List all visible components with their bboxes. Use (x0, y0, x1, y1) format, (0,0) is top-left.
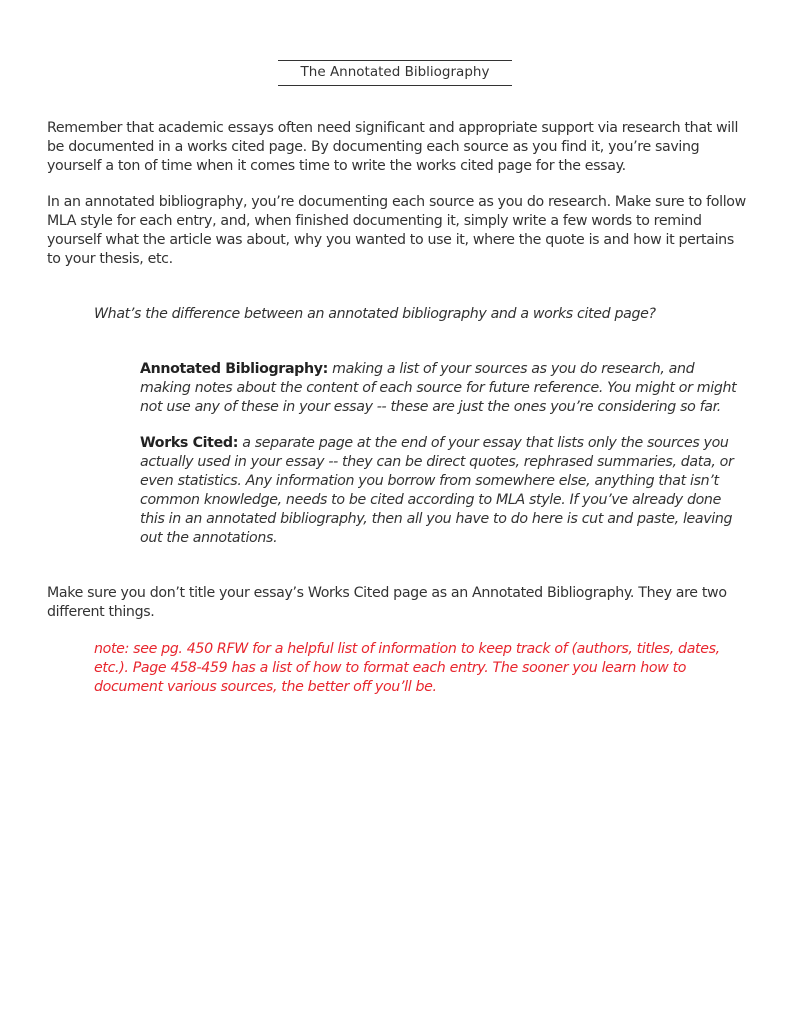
red-note: note: see pg. 450 RFW for a helpful list of information to keep track of (authors, titles, dates, etc.). Page 458-459 has a list of how to format each entry. The sooner you learn how to document various sources, the better off you’ll be. (94, 641, 720, 695)
page-title-text: The Annotated Bibliography (300, 64, 490, 80)
intro-paragraph: Remember that academic essays often need significant and appropriate support via research that will be documented in a works cited page. By documenting each source as you find it, you’re saving yourself a ton of time when it comes time to write the works cited page for the essay. (47, 120, 739, 174)
question-heading: What’s the difference between an annotated bibliography and a works cited page? (94, 306, 656, 322)
definition-annotated-bibliography (140, 360, 748, 417)
definition-works-cited (140, 434, 748, 548)
page-title (278, 60, 512, 86)
definition-text: a separate page at the end of your essay that lists only the sources you actually used in your essay -- they can be direct quotes, rephrased summaries, data, or even statistics. Any information you borrow from somewhere else, anything that isn’t common knowledge, needs to be cited according to MLA style. If you’ve already done this in an annotated bibliography, then all you have to do here is cut and paste, leaving out the annotations. (140, 435, 734, 546)
definition-text: making a list of your sources as you do research, and making notes about the content of each source for future reference. You might or might not use any of these in your essay -- these are just the ones you’re considering so far. (140, 361, 737, 415)
closing-paragraph: Make sure you don’t title your essay’s Works Cited page as an Annotated Bibliography. They are two different things. (47, 585, 727, 620)
annotated-paragraph: In an annotated bibliography, you’re documenting each source as you do research. Make sure to follow MLA style for each entry, and, when finished documenting it, simply write a few words to remind yourself what the article was about, why you wanted to use it, where the quote is and how it pertains to your thesis, etc. (47, 194, 746, 267)
definition-term: Annotated Bibliography: (140, 361, 328, 377)
definition-term: Works Cited: (140, 435, 239, 451)
